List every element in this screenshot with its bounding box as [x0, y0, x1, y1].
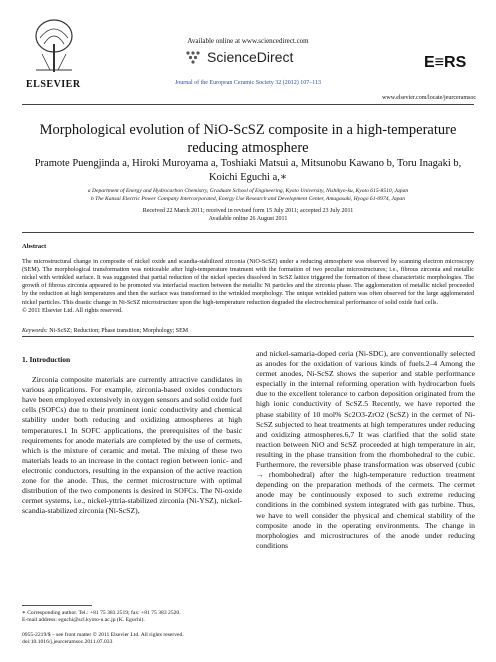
keywords-list: Ni-ScSZ; Reduction; Phase transition; Morphology; SEM [49, 327, 189, 334]
abstract-copyright: © 2011 Elsevier Ltd. All rights reserved. [22, 306, 123, 314]
section-heading: 1. Introduction [22, 355, 71, 364]
corresponding-author: ∗ Corresponding author. Tel.: +81 75 383 2519; fax: +81 75 383 2520. [22, 610, 181, 616]
received-dates: Received 22 March 2011; received in revised form 15 July 2011; accepted 23 July 2011 [142, 208, 354, 214]
available-online-text: Available online at www.sciencedirect.com [187, 37, 309, 45]
affiliation-a: a Department of Energy and Hydrocarbon Chemistry, Graduate School of Engineering, Kyoto University, Nishikyo-ku, Kyoto 615-8510, Japan [87, 188, 409, 194]
issn-doi-block [22, 632, 242, 646]
header-divider [22, 104, 474, 105]
publisher-name: ELSEVIER [26, 79, 81, 90]
abstract-top-divider [22, 232, 474, 233]
title-line-2: reducing atmosphere [187, 140, 309, 156]
journal-url[interactable]: www.elsevier.com/locate/jeurceramsoc [382, 95, 476, 101]
article-title [0, 121, 496, 157]
elsevier-tree-logo-icon [30, 14, 78, 76]
abstract-bottom-divider [22, 336, 474, 337]
online-date: Available online 26 August 2011 [208, 216, 288, 222]
svg-text:E≡RS: E≡RS [424, 54, 467, 71]
doi-line[interactable]: doi:10.1016/j.jeurceramsoc.2011.07.033 [22, 639, 113, 646]
intro-paragraph-right: and nickel-samaria-doped ceria (Ni-SDC), are conventionally selected as anodes for the oxidation of various kinds of fuels.2–4 Among the cermet anodes, Ni-ScSZ shows the superior and stable performance especially in the internal reforming operation with hydrocarbon fuels due to the excellent tolerance to carbon deposition originated from the high ionic conductivity of ScSZ.5 Recently, we have reported the phase stability of 10 mol% Sc2O3-ZrO2 (ScSZ) in the cermet of Ni-ScSZ subjected to heat treatments at high temperatures under reducing and oxidizing atmospheres.6,7 It was clarified that the solid state reaction between NiO and ScSZ proceeded at high temperature in air, resulting in the phase transition from the rhombohedral to the cubic. Furthermore, the reversible phase transformation was observed (cubic → rhombohedral) after the high-temperature reduction treatment depending on the preparation methods of the cermets. The cermet anode may be continuously exposed to such extreme reducing conditions in the combined system integrated with gas turbine. Thus, we have to well consider the physical and chemical stability of the composite anode in the operating environments. The change in morphologies and microstructures of the anode under reducing conditions [256, 349, 475, 550]
keywords-label: Keywords: [22, 327, 48, 334]
footnote [22, 610, 242, 624]
author-list [20, 157, 476, 185]
abstract-heading: Abstract [22, 243, 47, 250]
sciencedirect-dots-icon [185, 50, 203, 64]
journal-citation[interactable]: Journal of the European Ceramic Society 32 (2012) 107–113 [174, 80, 322, 86]
body-column-right [256, 349, 475, 551]
journal-cover-logo-icon [422, 50, 478, 72]
affiliations [20, 187, 476, 203]
affiliation-b: b The Kansai Electric Power Company Intercorporated, Energy Use Research and Development Center, Amagasaki, Hyogo 61-0974, Japan [90, 196, 406, 202]
abstract-text: The microstructural change in composite of nickel oxide and scandia-stabilized zirconia (NiO-ScSZ) under a reducing atmosphere was observed by scanning electron microscopy (SEM). The morphological transformation was noticeable after high-temperature treatment with the formation of two peculiar microstructures; i.e., fibrous zirconia and metallic nickel with wrinkled surface. It was suggested that partial reduction of the nickel species dissolved in ScSZ lattice triggered the formation of these characteristic morphologies. The growth of fibrous zirconia appeared to be promoted via interfacial reaction between the metallic Ni particles and the zirconia phase. The agglomeration of metallic nickel proceeded by the reduction at high temperatures and then the surface was transformed to the wrinkled morphology. The unique wrinkled pattern was often observed for the large agglomerated nickel particles. This drastic change in Ni-ScSZ microstructure upon the high-temperature reduction degraded the electrochemical performance of solid oxide fuel cells. [22, 258, 474, 306]
author-email[interactable]: E-mail address: eguchi@scl.kyoto-u.ac.jp (K. Eguchi). [22, 617, 145, 624]
sciencedirect-wordmark: ScienceDirect [207, 49, 294, 65]
authors-line-2: Koichi Eguchi a,∗ [209, 172, 287, 183]
article-dates [0, 207, 496, 223]
footnote-divider [22, 605, 92, 606]
page-header [0, 0, 496, 101]
abstract-section [22, 243, 474, 335]
body-column-left [22, 349, 242, 516]
issn-line: 0955-2219/$ – see front matter © 2011 Elsevier Ltd. All rights reserved. [22, 632, 184, 638]
intro-paragraph-left: Zirconia composite materials are currently attractive candidates in various applications. For example, zirconia-based oxides conductors have been employed extensively in oxygen sensors and solid oxide fuel cells (SOFCs) due to their prominent ionic conductivity and chemical stability under both reducing and oxidizing atmospheres at high temperatures.1 In SOFC applications, the prerequisites of the basic requirements for anode materials are completed by the use of cermets, which is the mixture of ceramic and metal. The mixing of these two materials leads to an increase in the contact region between ionic- and electronic conductors, resulting in the expansion of the active reaction zone for the anode. Thus, the cermet microstructure with optimal distribution of the two components is desired in SOFCs. The Ni-oxide cermet systems, i.e., nickel-yttria-stabilized zirconia (Ni-YSZ), nickel-scandia-stabilized zirconia (Ni-ScSZ), [22, 375, 242, 516]
sciencedirect-logo[interactable] [185, 48, 293, 66]
keywords [22, 327, 474, 335]
title-line-1: Morphological evolution of NiO-ScSZ composite in a high-temperature [39, 122, 457, 138]
authors-line-1: Pramote Puengjinda a, Hiroki Muroyama a, Toshiaki Matsui a, Mitsunobu Kawano b, Toru Inagaki b, [34, 158, 462, 169]
